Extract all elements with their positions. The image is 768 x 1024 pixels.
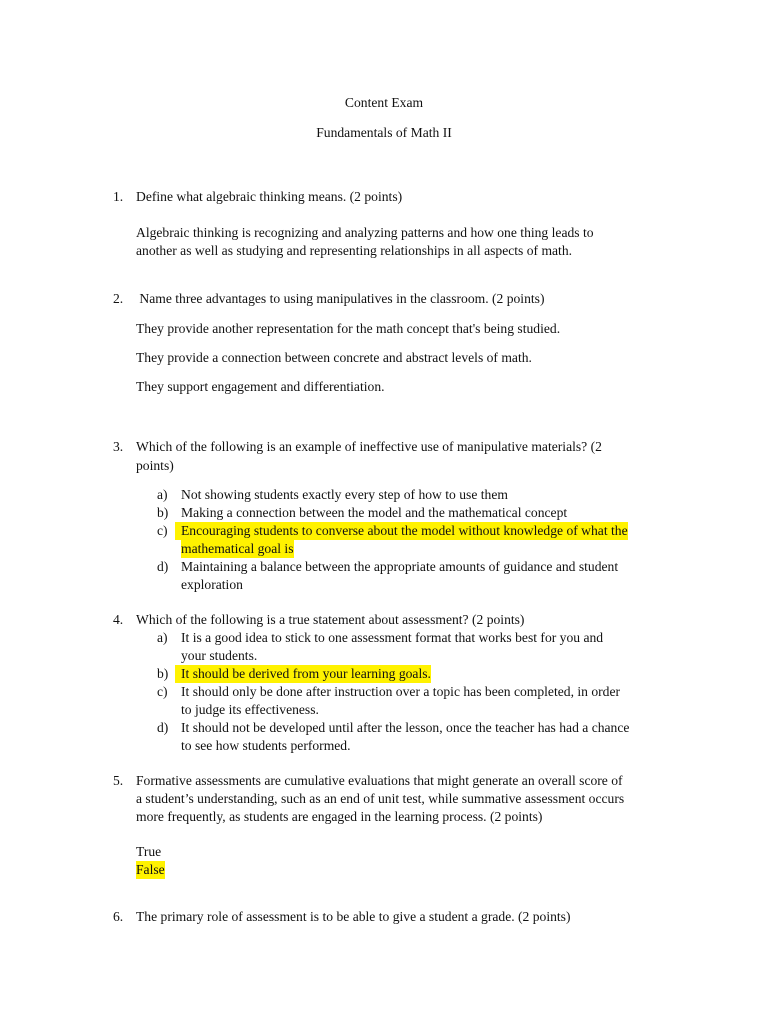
option-text: Making a connection between the model and the mathematical concept: [181, 505, 568, 520]
option-letter: a): [157, 487, 168, 502]
question-text-line: Which of the following is an example of ineffective use of manipulative materials? (2: [136, 439, 602, 454]
option-text-highlighted: Encouraging students to converse about the model without knowledge of what the: [175, 522, 628, 540]
question-number: 3.: [113, 439, 124, 454]
question-number: 6.: [113, 909, 124, 924]
option-text: to judge its effectiveness.: [181, 702, 319, 717]
option-letter: b): [157, 505, 169, 520]
choice-false-highlighted: False: [136, 862, 165, 877]
question-text-line: a student’s understanding, such as an end of unit test, while summative assessment occurs: [136, 791, 625, 806]
option-letter: d): [157, 559, 169, 574]
question-number: 1.: [113, 189, 124, 204]
option-text-highlighted: It should be derived from your learning goals.: [175, 665, 431, 683]
question-text-line: points): [136, 458, 174, 473]
answer-line: They provide another representation for the math concept that's being studied.: [136, 321, 561, 336]
answer-line: another as well as studying and representing relationships in all aspects of math.: [136, 243, 573, 258]
option-letter: c): [157, 523, 168, 538]
question-text: Define what algebraic thinking means. (2 points): [136, 189, 403, 204]
choice-true: True: [136, 844, 162, 859]
answer-line: They support engagement and differentiation.: [136, 379, 385, 394]
option-letter: a): [157, 630, 168, 645]
question-number: 4.: [113, 612, 124, 627]
answer-line: Algebraic thinking is recognizing and analyzing patterns and how one thing leads to: [136, 225, 594, 240]
option-letter: c): [157, 684, 168, 699]
question-number: 2.: [113, 291, 124, 306]
option-text: It should not be developed until after the lesson, once the teacher has had a chance: [181, 720, 630, 735]
question-text: Which of the following is a true statement about assessment? (2 points): [136, 612, 525, 627]
option-text: It is a good idea to stick to one assessment format that works best for you and: [181, 630, 604, 645]
option-letter: b): [157, 666, 169, 681]
question-text: The primary role of assessment is to be able to give a student a grade. (2 points): [136, 909, 571, 924]
answer-line: They provide a connection between concrete and abstract levels of math.: [136, 350, 532, 365]
option-text: exploration: [181, 577, 243, 592]
option-letter: d): [157, 720, 169, 735]
option-text: It should only be done after instruction over a topic has been completed, in order: [181, 684, 621, 699]
option-text: to see how students performed.: [181, 738, 351, 753]
question-text-line: more frequently, as students are engaged in the learning process. (2 points): [136, 809, 543, 824]
option-text: Maintaining a balance between the appropriate amounts of guidance and student: [181, 559, 619, 574]
question-text-line: Formative assessments are cumulative evaluations that might generate an overall score of: [136, 773, 623, 788]
exam-title: Content Exam: [344, 95, 424, 110]
question-number: 5.: [113, 773, 124, 788]
exam-subtitle: Fundamentals of Math II: [316, 125, 452, 140]
option-text: your students.: [181, 648, 258, 663]
option-text: Not showing students exactly every step of how to use them: [181, 487, 508, 502]
question-text: Name three advantages to using manipulatives in the classroom. (2 points): [136, 291, 545, 306]
option-text-highlighted: mathematical goal is: [181, 541, 294, 556]
